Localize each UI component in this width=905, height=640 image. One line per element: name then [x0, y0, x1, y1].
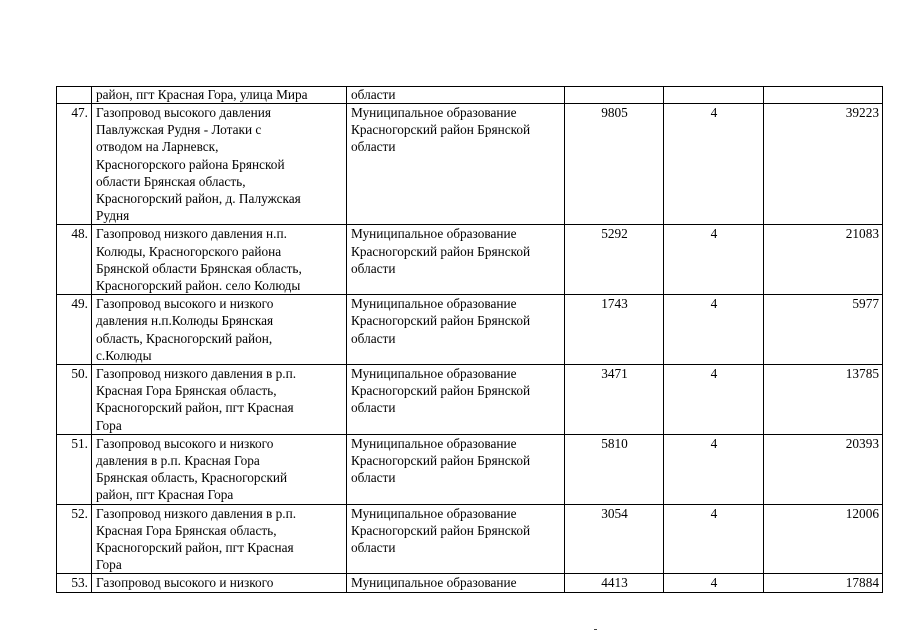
row-number: 53. [57, 574, 92, 592]
object-name: Газопровод высокого давления Павлужская Рудня - Лотаки с отводом на Ларневск, Красногорского района Брянской области Брянская область, Красногорский район, д. Палужская Рудня [92, 104, 347, 225]
table-row [57, 504, 883, 574]
table-row [57, 104, 883, 225]
object-name: Газопровод высокого и низкого давления н.п.Колюды Брянская область, Красногорский район, с.Колюды [92, 295, 347, 365]
value: 12006 [764, 504, 883, 574]
length: 1743 [565, 295, 664, 365]
value: 17884 [764, 574, 883, 592]
length [565, 87, 664, 104]
row-number: 51. [57, 434, 92, 504]
category: 4 [664, 295, 764, 365]
value: 21083 [764, 225, 883, 295]
category: 4 [664, 434, 764, 504]
owner: Муниципальное образование Красногорский район Брянской области [347, 295, 565, 365]
object-name: Газопровод высокого и низкого давления в р.п. Красная Гора Брянская область, Красногорский район, пгт Красная Гора [92, 434, 347, 504]
table-row [57, 225, 883, 295]
length: 3054 [565, 504, 664, 574]
owner: Муниципальное образование Красногорский район Брянской области [347, 504, 565, 574]
length: 5810 [565, 434, 664, 504]
row-number [57, 87, 92, 104]
length: 4413 [565, 574, 664, 592]
category: 4 [664, 504, 764, 574]
row-number: 49. [57, 295, 92, 365]
scan-speck [594, 629, 597, 630]
object-name: Газопровод низкого давления н.п. Колюды, Красногорского района Брянской области Брянская область, Красногорский район. село Колюды [92, 225, 347, 295]
length: 5292 [565, 225, 664, 295]
row-number: 52. [57, 504, 92, 574]
value: 5977 [764, 295, 883, 365]
owner: Муниципальное образование [347, 574, 565, 592]
value: 39223 [764, 104, 883, 225]
owner: Муниципальное образование Красногорский район Брянской области [347, 104, 565, 225]
gas-pipeline-table [56, 86, 883, 593]
object-name: Газопровод низкого давления в р.п. Красная Гора Брянская область, Красногорский район, пгт Красная Гора [92, 365, 347, 435]
length: 3471 [565, 365, 664, 435]
length: 9805 [565, 104, 664, 225]
value: 20393 [764, 434, 883, 504]
row-number: 47. [57, 104, 92, 225]
row-number: 50. [57, 365, 92, 435]
object-name: Газопровод высокого и низкого [92, 574, 347, 592]
object-name: район, пгт Красная Гора, улица Мира [92, 87, 347, 104]
table-row [57, 295, 883, 365]
category: 4 [664, 365, 764, 435]
table-row [57, 365, 883, 435]
category [664, 87, 764, 104]
object-name: Газопровод низкого давления в р.п. Красная Гора Брянская область, Красногорский район, пгт Красная Гора [92, 504, 347, 574]
row-number: 48. [57, 225, 92, 295]
value [764, 87, 883, 104]
category: 4 [664, 104, 764, 225]
value: 13785 [764, 365, 883, 435]
owner: Муниципальное образование Красногорский район Брянской области [347, 225, 565, 295]
table-row [57, 87, 883, 104]
table-row [57, 434, 883, 504]
category: 4 [664, 225, 764, 295]
owner: области [347, 87, 565, 104]
category: 4 [664, 574, 764, 592]
owner: Муниципальное образование Красногорский район Брянской области [347, 434, 565, 504]
owner: Муниципальное образование Красногорский район Брянской области [347, 365, 565, 435]
table-row [57, 574, 883, 592]
